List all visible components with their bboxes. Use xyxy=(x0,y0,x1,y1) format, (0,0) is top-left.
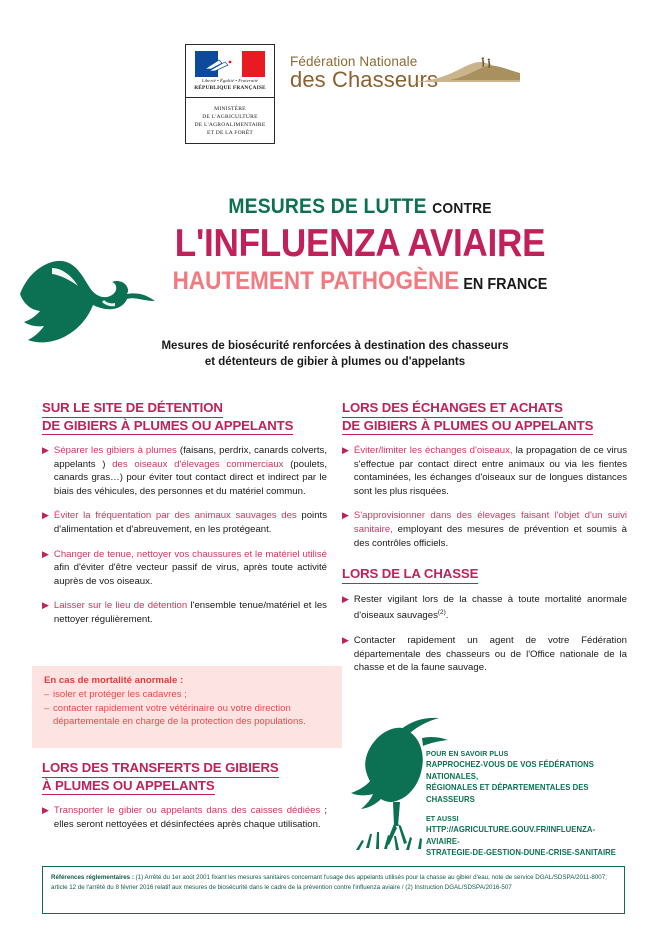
list-item xyxy=(342,509,627,550)
detention-item-3-rest: afin d'éviter d'être vecteur passif de virus, après toute activité auprès de vos oiseaux. xyxy=(53,562,327,587)
detention-item-4-lead: Laisser sur le lieu de détention xyxy=(53,600,188,612)
transferts-item-1-rest: ; elles seront nettoyées et désinfectées après chaque utilisation. xyxy=(53,805,327,830)
footer-label: Références réglementaires : xyxy=(51,874,134,881)
title-hautement-pathogene: HAUTEMENT PATHOGÈNE xyxy=(172,267,460,295)
right-column xyxy=(342,400,627,686)
alert-item-1-text: isoler et protéger les cadavres ; xyxy=(53,689,187,700)
section-heading-echanges xyxy=(342,400,627,435)
list-item xyxy=(42,444,327,498)
ministry-line-2: DE L'AGRICULTURE xyxy=(202,114,258,120)
alert-title: En cas de mortalité anormale : xyxy=(44,675,184,686)
regulatory-references-box xyxy=(42,866,625,914)
header-logos xyxy=(0,44,667,159)
french-flag-icon xyxy=(195,51,265,77)
echanges-item-2-text xyxy=(354,509,627,550)
chasse-item-2-rest: Contacter rapidement un agent de votre Fédération départementale des chasseurs ou de l'Office nationale de la chasse et de la faune sauvage. xyxy=(353,635,627,674)
list-item xyxy=(42,548,327,589)
fnc-line-1: Fédération Nationale xyxy=(290,54,418,69)
bullet-arrow-icon: ▶ xyxy=(342,593,349,604)
bullet-arrow-icon: ▶ xyxy=(342,510,349,521)
bullet-arrow-icon: ▶ xyxy=(42,600,49,611)
federation-nationale-chasseurs-logo xyxy=(290,54,520,114)
transferts-item-1-text xyxy=(54,804,327,831)
title-contre: CONTRE xyxy=(432,200,492,217)
detention-item-1-text xyxy=(54,444,327,498)
promo-body-1b: RÉGIONALES ET DÉPARTEMENTALES DES CHASSEURS xyxy=(426,782,589,804)
section-heading-chasse xyxy=(342,566,627,584)
republic-text: RÉPUBLIQUE FRANÇAISE xyxy=(194,85,266,91)
title-mesures-de-lutte: MESURES DE LUTTE xyxy=(228,195,427,218)
chasse-item-1-text xyxy=(354,593,627,623)
ministry-line-3: DE L'AGROALIMENTAIRE xyxy=(194,122,266,128)
alert-list-item xyxy=(44,702,330,729)
promo-heading-1: POUR EN SAVOIR PLUS xyxy=(426,749,509,758)
left-column xyxy=(42,400,327,638)
title-en-france: EN FRANCE xyxy=(463,276,548,293)
hunters-hill-icon xyxy=(410,56,520,88)
chasse-item-1-tail: . xyxy=(445,610,449,622)
title-line-3 xyxy=(171,267,549,296)
chasse-item-1-footnote-ref: (2) xyxy=(437,609,446,617)
detention-item-1-lead: Séparer les gibiers à plumes xyxy=(53,445,177,456)
bullet-arrow-icon: ▶ xyxy=(342,445,349,455)
bullet-arrow-icon: ▶ xyxy=(42,548,49,559)
bullet-arrow-icon: ▶ xyxy=(342,635,349,646)
alert-item-2-text: contacter rapidement votre vétérinaire ou votre direction départementale en charge de la protection des populations. xyxy=(53,702,306,728)
section-heading-transferts xyxy=(42,760,327,795)
bullet-arrow-icon: ▶ xyxy=(42,510,49,521)
detention-item-3-text xyxy=(54,548,327,589)
chasse-heading-line-1: LORS DE LA CHASSE xyxy=(342,566,478,584)
detention-item-1-lead2: des oiseaux d'élevages commerciaux xyxy=(112,458,284,470)
promo-body-1a: RAPPROCHEZ-VOUS DE VOS FÉDÉRATIONS NATIONALES, xyxy=(426,759,594,781)
footer-text xyxy=(51,873,616,892)
marianne-profile-icon xyxy=(203,57,243,74)
title-influenza-aviaire: L'INFLUENZA AVIAIRE xyxy=(174,222,546,265)
detention-item-1-rest: (poulets, canards gras…) pour éviter tout contact direct et indirect par le biais des véhicules, des personnes et du matériel commun. xyxy=(53,458,327,497)
detention-item-2-rest: points d'alimentation et d'abreuvement, en les protégeant. xyxy=(53,510,327,535)
promo-url-line-2[interactable]: STRATEGIE-DE-GESTION-DUNE-CRISE-SANITAIRE xyxy=(426,847,616,857)
list-item xyxy=(42,509,327,536)
marianne-emblem-block xyxy=(186,45,274,98)
dash-icon: – xyxy=(44,689,50,700)
echanges-item-1-rest: la propagation de ce virus s'effectue par contact direct entre animaux ou via les fientes contaminées, les échanges d'oiseaux sur de longues distances sont les plus risquées. xyxy=(353,445,627,497)
transferts-item-1-lead: Transporter le gibier ou appelants dans des caisses dédiées xyxy=(53,805,321,816)
echanges-item-2-rest: employant des mesures de prévention et soumis à des contrôles officiels. xyxy=(353,523,628,549)
list-item xyxy=(342,593,627,623)
republique-francaise-logo xyxy=(185,44,275,144)
transferts-heading-line-1: LORS DES TRANSFERTS DE GIBIERS xyxy=(42,760,279,778)
detention-item-4-text xyxy=(54,599,327,626)
detention-item-2-text xyxy=(54,509,327,536)
echanges-heading-line-1: LORS DES ÉCHANGES ET ACHATS xyxy=(342,400,563,418)
list-item xyxy=(42,804,327,831)
ministry-line-4: ET DE LA FORÊT xyxy=(206,130,254,136)
dash-icon: – xyxy=(44,702,50,714)
devise-text: Liberté • Égalité • Fraternité xyxy=(201,78,259,83)
echanges-item-2-lead: S'approvisionner dans des élevages faisant l'objet d'un suivi sanitaire, xyxy=(353,510,627,535)
list-item xyxy=(42,599,327,626)
more-info-block xyxy=(426,748,641,859)
detention-heading-line-2: DE GIBIERS À PLUMES OU APPELANTS xyxy=(42,418,293,436)
transferts-heading-line-2: À PLUMES OU APPELANTS xyxy=(42,778,215,796)
promo-url-line-1[interactable]: HTTP://AGRICULTURE.GOUV.FR/INFLUENZA-AVIAIRE- xyxy=(426,824,596,846)
abnormal-mortality-alert-box xyxy=(32,666,342,748)
list-item xyxy=(342,634,627,675)
detention-heading-line-1: SUR LE SITE DE DÉTENTION xyxy=(42,400,223,418)
alert-list-item xyxy=(44,688,330,702)
footer-body: (1) Arrêté du 1er août 2001 fixant les mesures sanitaires concernant l'usage des appelants utilisés pour la chasse au gibier d'eau, note de service DGAL/SDSPA/2011-8007; article 12 de l'arrêté du 8 février 2016 relatif aux mesures de biosécurité dans le cadre de la prévention contre l'influenza aviaire / (2) Instruction DGAL/SDSPA/2016-507 xyxy=(51,874,607,891)
echanges-item-1-text xyxy=(354,444,627,498)
promo-spacer xyxy=(426,805,641,813)
detention-item-3-lead: Changer de tenue, nettoyer vos chaussures et le matériel utilisé xyxy=(53,548,327,560)
left-column-transfers xyxy=(42,760,327,842)
ministry-block xyxy=(186,98,274,144)
bullet-arrow-icon: ▶ xyxy=(42,445,49,455)
bullet-arrow-icon: ▶ xyxy=(42,805,49,815)
fnc-line-2: des Chasseurs xyxy=(290,67,439,92)
title-line-1 xyxy=(167,195,553,221)
detention-item-4-rest: l'ensemble tenue/matériel et les nettoyer régulièrement. xyxy=(53,600,327,625)
section-heading-detention xyxy=(42,400,327,435)
list-item xyxy=(342,444,627,498)
echanges-item-1-lead: Éviter/limiter les échanges d'oiseaux, xyxy=(353,445,513,456)
subtitle-line-2: et détenteurs de gibier à plumes ou d'appelants xyxy=(204,356,466,368)
flying-duck-illustration xyxy=(12,238,162,348)
poster-subtitle xyxy=(100,338,570,370)
title-block xyxy=(150,195,570,296)
chasse-item-2-text xyxy=(354,634,627,675)
echanges-heading-line-2: DE GIBIERS À PLUMES OU APPELANTS xyxy=(342,418,593,436)
subtitle-line-1: Mesures de biosécurité renforcées à destination des chasseurs xyxy=(161,340,509,352)
detention-item-2-lead: Éviter la fréquentation par des animaux sauvages des xyxy=(53,510,297,522)
promo-heading-2: ET AUSSI xyxy=(426,814,459,823)
detention-item-1-mid: (faisans, perdrix, canards colverts, appelants ) xyxy=(53,445,327,470)
ministry-line-1: MINISTÈRE xyxy=(214,106,246,112)
chasse-item-1-rest: Rester vigilant lors de la chasse à toute mortalité anormale d'oiseaux sauvages xyxy=(353,593,627,622)
